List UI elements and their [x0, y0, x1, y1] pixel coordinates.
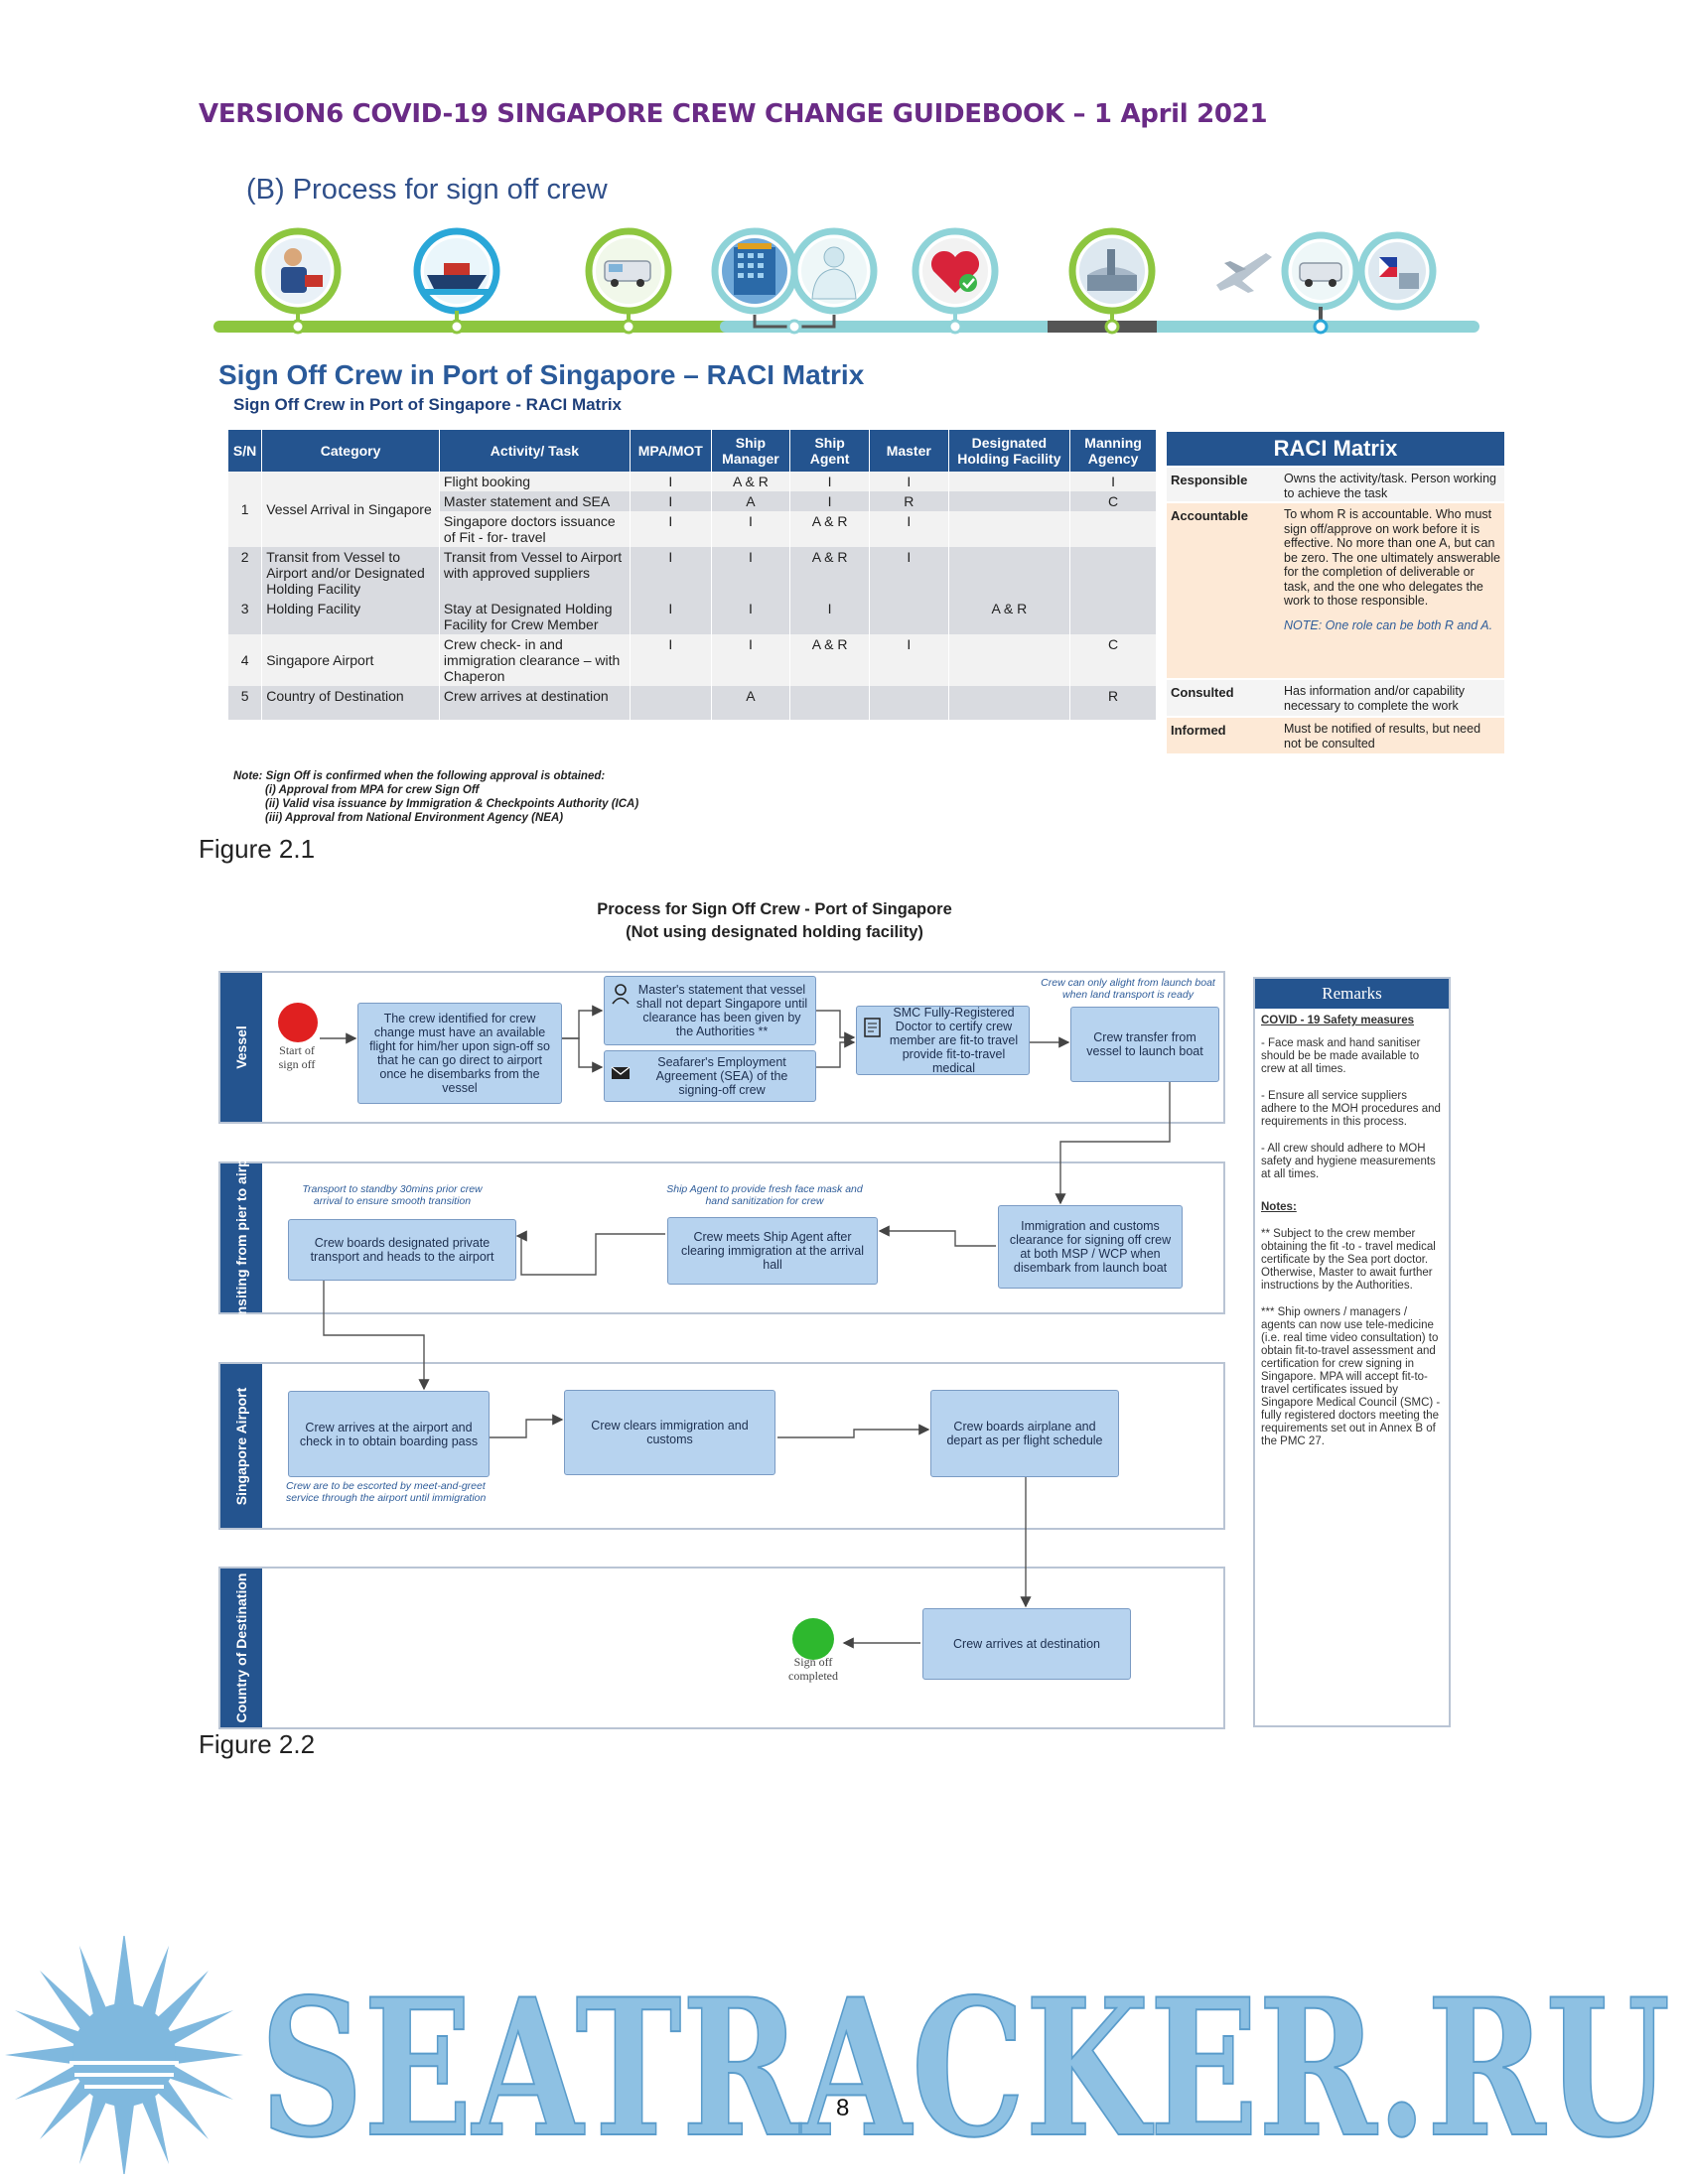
task-cell: Stay at Designated Holding Facility for Crew Member — [439, 599, 630, 634]
boards-transport-box: Crew boards designated private transport and heads to the airport — [288, 1219, 516, 1281]
remarks-item: - Face mask and hand sanitiser should be be made available to crew at all times. — [1261, 1037, 1421, 1075]
legend-desc: Has information and/or capability necessary to complete the work — [1284, 684, 1466, 713]
remarks-item: - All crew should adhere to MOH safety and hygiene measurements at all times. — [1261, 1143, 1436, 1180]
crew-identified-box: The crew identified for crew change must have an available flight for him/her upon sign-off so that he can go direct to airport once he disembarks from the vessel — [357, 1003, 562, 1104]
sun-logo-icon — [5, 1936, 243, 2174]
standby-note: Transport to standby 30mins prior crew arrival to ensure smooth transition — [302, 1183, 483, 1207]
raci-cell: I — [630, 511, 711, 547]
legend-key: Informed — [1171, 723, 1226, 738]
sn-cell: 5 — [228, 686, 262, 720]
task-cell: Crew check- in and immigration clearance – with Chaperon — [439, 634, 630, 686]
header-category: Category — [262, 430, 440, 472]
raci-note-item: (iii) Approval from National Environment Agency (NEA) — [265, 812, 564, 824]
header-ship-manager: Ship Manager — [711, 430, 790, 472]
smc-doctor-box — [856, 1006, 1030, 1075]
raci-cell: A & R — [711, 472, 790, 491]
raci-cell: I — [869, 634, 948, 686]
arrives-airport-box: Crew arrives at the airport and check in to obtain boarding pass — [288, 1391, 490, 1477]
clears-immigration-box: Crew clears immigration and customs — [564, 1390, 775, 1475]
watermark-text: SEATRACKER.RU — [260, 1958, 1670, 2174]
remarks-note: ** Subject to the crew member obtaining the fit -to - travel medical certificate by the Sea port doctor. Otherwise, Master to await further instructions by the Authorities. — [1261, 1228, 1436, 1292]
legend-note: NOTE: One role can be both R and A. — [1284, 617, 1493, 632]
section-title: (B) Process for sign off crew — [246, 174, 608, 205]
remarks-title: Remarks — [1255, 979, 1449, 1009]
raci-small-title: Sign Off Crew in Port of Singapore - RACI Matrix — [233, 395, 623, 414]
raci-cell: R — [1070, 686, 1157, 720]
crew-transfer-box: Crew transfer from vessel to launch boat — [1070, 1007, 1219, 1082]
remarks-notes-heading: Notes: — [1261, 1201, 1297, 1213]
sea-box — [604, 1050, 816, 1102]
header-activity: Activity/ Task — [439, 430, 630, 472]
header-holding-facility: Designated Holding Facility — [948, 430, 1070, 472]
legend-key: Responsible — [1171, 473, 1248, 487]
category-cell: Vessel Arrival in Singapore — [262, 472, 440, 547]
legend-desc: To whom R is accountable. Who must sign off/approve on work before it is effective. No more than one A, but can be zero. The one ultimately answerable for the completion of deliverable or task, and the one who delegates the work to those responsible. — [1284, 507, 1500, 608]
raci-cell: I — [630, 634, 711, 686]
task-cell: Flight booking — [439, 472, 630, 491]
sn-cell: 3 — [228, 599, 262, 634]
raci-cell: I — [630, 472, 711, 491]
remarks-note: *** Ship owners / managers / agents can now use tele-medicine (i.e. real time video consultation) to obtain fit-to-travel assessment and certification for crew signing in Singapore. MPA will accept fit-to-travel certificates issued by Singapore Medical Council (SMC) - fully registered doctors meeting the requirements set out in Annex B of the PMC 27. — [1261, 1306, 1441, 1447]
raci-cell: I — [711, 599, 790, 634]
sea-text: Seafarer's Employment Agreement (SEA) of the signing-off crew — [655, 1055, 788, 1097]
flow-title-line2: (Not using designated holding facility) — [626, 923, 923, 941]
figure-caption-1: Figure 2.1 — [199, 834, 316, 864]
raci-cell: C — [1070, 491, 1157, 511]
task-cell: Singapore doctors issuance of Fit - for- travel — [439, 511, 630, 547]
sn-cell: 1 — [228, 472, 262, 547]
raci-note-title: Note: Sign Off is confirmed when the following approval is obtained: — [233, 770, 606, 782]
watermark — [0, 1936, 1688, 2174]
envelope-icon — [611, 1065, 631, 1084]
raci-cell: A & R — [790, 511, 870, 547]
raci-cell: I — [630, 491, 711, 511]
lane-label-text: Vessel — [233, 1025, 249, 1069]
alight-note: Crew can only alight from launch boat when land transport is ready — [1041, 977, 1215, 1001]
raci-cell: I — [869, 472, 948, 491]
raci-cell: I — [790, 472, 870, 491]
mask-note: Ship Agent to provide fresh face mask and hand sanitization for crew — [666, 1183, 863, 1207]
legend-desc: Owns the activity/task. Person working to achieve the task — [1284, 472, 1496, 500]
task-cell: Transit from Vessel to Airport with approved suppliers — [439, 547, 630, 599]
boards-airplane-box: Crew boards airplane and depart as per flight schedule — [930, 1390, 1119, 1477]
remarks-item: - Ensure all service suppliers adhere to the MOH procedures and requirements in this process. — [1261, 1090, 1441, 1128]
raci-note-item: (ii) Valid visa issuance by Immigration & Checkpoints Authority (ICA) — [265, 798, 639, 810]
document-header: VERSION6 COVID-19 SINGAPORE CREW CHANGE GUIDEBOOK – 1 April 2021 — [199, 99, 1268, 129]
raci-cell: I — [711, 634, 790, 686]
end-label: Sign off completed — [788, 1655, 838, 1683]
header-mpa: MPA/MOT — [630, 430, 711, 472]
certificate-icon — [863, 1017, 883, 1041]
task-cell: Crew arrives at destination — [439, 686, 630, 720]
raci-cell: I — [1070, 472, 1157, 491]
immigration-customs-box: Immigration and customs clearance for signing off crew at both MSP / WCP when disembark from launch boat — [998, 1205, 1183, 1289]
header-master: Master — [869, 430, 948, 472]
legend-key: Accountable — [1171, 508, 1249, 523]
escort-note: Crew are to be escorted by meet-and-greet service through the airport until immigration — [286, 1480, 487, 1504]
raci-cell: A & R — [790, 547, 870, 599]
header-manning-agency: Manning Agency — [1070, 430, 1157, 472]
raci-cell: I — [630, 599, 711, 634]
remarks-panel — [1253, 977, 1451, 1727]
category-cell: Country of Destination — [262, 686, 440, 720]
lane-label-text: Singapore Airport — [233, 1387, 249, 1505]
raci-cell: A — [711, 686, 790, 720]
raci-cell: A & R — [948, 599, 1070, 634]
sn-cell: 4 — [228, 634, 262, 686]
raci-legend-title: RACI Matrix — [1167, 432, 1504, 466]
raci-cell: I — [869, 547, 948, 599]
remarks-body — [1255, 1009, 1449, 1468]
header-sn: S/N — [228, 430, 262, 472]
raci-cell: I — [790, 599, 870, 634]
raci-cell: I — [869, 511, 948, 547]
start-label: Start of sign off — [278, 1043, 316, 1071]
raci-note-item: (i) Approval from MPA for crew Sign Off — [265, 784, 480, 796]
raci-big-title: Sign Off Crew in Port of Singapore – RACI Matrix — [218, 359, 865, 390]
meets-agent-box: Crew meets Ship Agent after clearing immigration at the arrival hall — [667, 1217, 878, 1285]
raci-cell: A & R — [790, 634, 870, 686]
person-icon — [611, 983, 631, 1008]
raci-cell: I — [630, 547, 711, 599]
category-cell: Transit from Vessel to Airport and/or Designated Holding Facility — [262, 547, 440, 599]
raci-cell: R — [869, 491, 948, 511]
legend-desc: Must be notified of results, but need not be consulted — [1284, 722, 1481, 751]
category-cell: Singapore Airport — [262, 634, 440, 686]
raci-cell: I — [711, 547, 790, 599]
task-cell: Master statement and SEA — [439, 491, 630, 511]
figure-caption-2: Figure 2.2 — [199, 1729, 316, 1759]
arrives-destination-box: Crew arrives at destination — [922, 1608, 1131, 1680]
sn-cell: 2 — [228, 547, 262, 599]
smc-doctor-text: SMC Fully-Registered Doctor to certify crew member are fit-to travel provide fit-to-travel medical — [889, 1006, 1019, 1075]
lane-label-text: Transiting from pier to airport — [233, 1140, 249, 1336]
lane-label-text: Country of Destination — [233, 1572, 249, 1723]
header-ship-agent: Ship Agent — [790, 430, 870, 472]
category-cell: Holding Facility — [262, 599, 440, 634]
master-statement-box — [604, 976, 816, 1045]
start-node — [276, 1001, 320, 1044]
page-number: 8 — [836, 2095, 850, 2121]
flow-title-line1: Process for Sign Off Crew - Port of Singapore — [597, 900, 952, 918]
raci-cell: I — [711, 511, 790, 547]
raci-cell: A — [711, 491, 790, 511]
legend-key: Consulted — [1171, 685, 1234, 700]
raci-cell: I — [790, 491, 870, 511]
remarks-covid-heading: COVID - 19 Safety measures — [1261, 1015, 1415, 1026]
master-statement-text: Master's statement that vessel shall not depart Singapore until clearance has been given by the Authorities ** — [635, 983, 808, 1038]
raci-cell: C — [1070, 634, 1157, 686]
